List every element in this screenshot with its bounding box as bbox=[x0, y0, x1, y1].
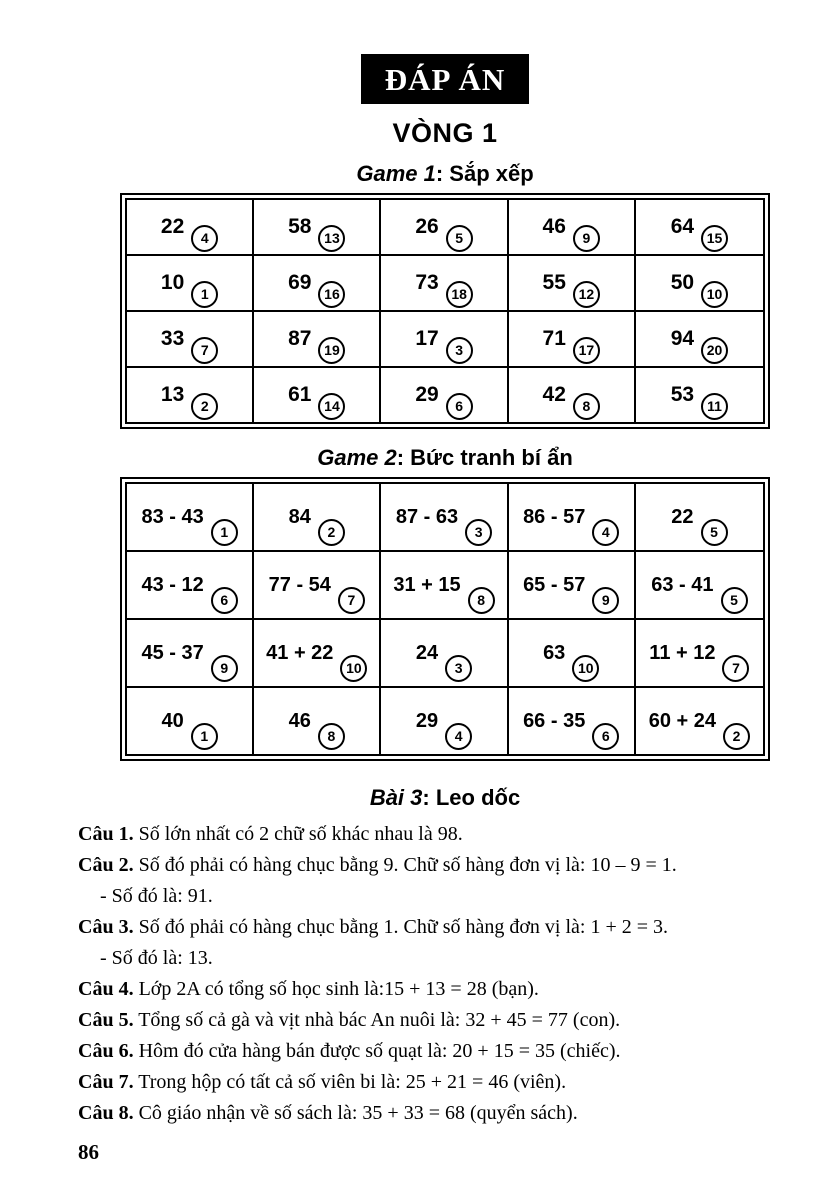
table-cell bbox=[127, 620, 254, 686]
cell-value: 50 bbox=[670, 271, 695, 294]
cell-order-circle: 9 bbox=[573, 225, 600, 252]
cell-value: 13 bbox=[160, 383, 185, 406]
table-cell bbox=[381, 200, 508, 254]
table-cell bbox=[381, 484, 508, 550]
cell-value: 41 + 22 bbox=[266, 641, 334, 664]
cell-order-circle: 4 bbox=[445, 723, 472, 750]
cell-order-circle: 5 bbox=[701, 519, 728, 546]
game1-heading-subtitle: : Sắp xếp bbox=[435, 161, 534, 186]
answer-label: Câu 4. bbox=[78, 978, 134, 1000]
table-cell bbox=[381, 552, 508, 618]
cell-order-circle: 17 bbox=[573, 337, 600, 364]
cell-order-circle: 15 bbox=[701, 225, 728, 252]
answer-text: Tổng số cả gà và vịt nhà bác An nuôi là: 32 + 45 = 77 (con). bbox=[138, 1009, 621, 1031]
cell-order-circle: 9 bbox=[211, 655, 238, 682]
table-cell bbox=[381, 620, 508, 686]
table-cell bbox=[381, 312, 508, 366]
answer-line bbox=[78, 1098, 774, 1129]
table-cell bbox=[509, 200, 636, 254]
cell-value: 84 bbox=[288, 505, 311, 528]
table-cell bbox=[127, 368, 254, 422]
table-cell bbox=[254, 688, 381, 754]
cell-value: 40 bbox=[161, 709, 184, 732]
cell-value: 55 bbox=[542, 271, 566, 294]
cell-order-circle: 7 bbox=[191, 337, 218, 364]
cell-value: 73 bbox=[415, 271, 439, 294]
cell-order-circle: 8 bbox=[573, 393, 600, 420]
table-cell bbox=[254, 256, 381, 310]
table-row bbox=[127, 366, 763, 422]
cell-value: 11 + 12 bbox=[649, 641, 716, 664]
cell-value: 24 bbox=[415, 641, 439, 664]
cell-value: 46 bbox=[288, 709, 311, 732]
cell-order-circle: 20 bbox=[701, 337, 728, 364]
cell-value: 87 bbox=[288, 327, 312, 350]
cell-value: 29 bbox=[415, 709, 439, 732]
table-cell bbox=[636, 368, 763, 422]
cell-order-circle: 1 bbox=[191, 281, 218, 308]
cell-value: 33 bbox=[160, 327, 185, 350]
bai3-answers-list bbox=[78, 819, 774, 1129]
table-cell bbox=[127, 256, 254, 310]
cell-value: 64 bbox=[670, 215, 695, 238]
cell-order-circle: 18 bbox=[446, 281, 473, 308]
bai3-heading-subtitle: : Leo dốc bbox=[422, 785, 521, 810]
cell-order-circle: 2 bbox=[723, 723, 750, 750]
cell-order-circle: 2 bbox=[318, 519, 345, 546]
table-row bbox=[127, 618, 763, 686]
table-cell bbox=[509, 552, 636, 618]
answer-label: Câu 8. bbox=[78, 1102, 134, 1124]
answer-text: Số đó phải có hàng chục bằng 9. Chữ số hàng đơn vị là: 10 – 9 = 1. bbox=[138, 854, 677, 876]
page-title: ĐÁP ÁN bbox=[361, 54, 530, 104]
answer-line bbox=[78, 1036, 774, 1067]
answer-line bbox=[78, 974, 774, 1005]
cell-value: 61 bbox=[288, 383, 312, 406]
cell-value: 43 - 12 bbox=[141, 573, 204, 596]
table-row bbox=[127, 484, 763, 550]
table-cell bbox=[636, 312, 763, 366]
cell-order-circle: 13 bbox=[318, 225, 345, 252]
table-cell bbox=[509, 688, 636, 754]
cell-value: 42 bbox=[542, 383, 566, 406]
bai3-heading bbox=[120, 785, 770, 811]
table-cell bbox=[127, 688, 254, 754]
table-cell bbox=[509, 620, 636, 686]
answer-line bbox=[78, 943, 774, 974]
game2-answer-table bbox=[120, 477, 770, 761]
game2-answer-grid bbox=[125, 482, 765, 756]
answer-label: Câu 7. bbox=[78, 1071, 134, 1093]
cell-order-circle: 6 bbox=[446, 393, 473, 420]
cell-value: 31 + 15 bbox=[393, 573, 461, 596]
page-number: 86 bbox=[78, 1140, 99, 1164]
cell-order-circle: 6 bbox=[592, 723, 619, 750]
table-cell bbox=[381, 256, 508, 310]
round-heading: VÒNG 1 bbox=[392, 118, 498, 148]
table-cell bbox=[381, 368, 508, 422]
cell-value: 63 bbox=[543, 641, 566, 664]
cell-order-circle: 10 bbox=[572, 655, 599, 682]
answer-text: Cô giáo nhận về số sách là: 35 + 33 = 68 (quyển sách). bbox=[138, 1102, 578, 1124]
answer-text: - Số đó là: 13. bbox=[100, 947, 213, 969]
cell-order-circle: 19 bbox=[318, 337, 345, 364]
table-cell bbox=[254, 312, 381, 366]
cell-order-circle: 9 bbox=[592, 587, 619, 614]
cell-value: 94 bbox=[670, 327, 695, 350]
cell-order-circle: 11 bbox=[701, 393, 728, 420]
answer-text: Hôm đó cửa hàng bán được số quạt là: 20 + 15 = 35 (chiếc). bbox=[138, 1040, 621, 1062]
game2-heading-name: Game 2 bbox=[317, 445, 397, 470]
table-cell bbox=[636, 552, 763, 618]
table-cell bbox=[636, 200, 763, 254]
answer-line bbox=[78, 819, 774, 850]
table-cell bbox=[509, 368, 636, 422]
cell-order-circle: 12 bbox=[573, 281, 600, 308]
table-cell bbox=[127, 200, 254, 254]
cell-order-circle: 1 bbox=[211, 519, 238, 546]
table-cell bbox=[254, 484, 381, 550]
table-cell bbox=[509, 256, 636, 310]
table-cell bbox=[636, 484, 763, 550]
answer-label: Câu 1. bbox=[78, 823, 134, 845]
cell-value: 45 - 37 bbox=[141, 641, 204, 664]
game1-answer-table bbox=[120, 193, 770, 429]
cell-order-circle: 7 bbox=[338, 587, 365, 614]
cell-value: 83 - 43 bbox=[141, 505, 204, 528]
answer-text: Lớp 2A có tổng số học sinh là:15 + 13 = 28 (bạn). bbox=[138, 978, 539, 1000]
cell-order-circle: 14 bbox=[318, 393, 345, 420]
answer-label: Câu 3. bbox=[78, 916, 134, 938]
cell-value: 26 bbox=[415, 215, 439, 238]
game2-heading-subtitle: : Bức tranh bí ẩn bbox=[396, 445, 573, 470]
table-cell bbox=[509, 484, 636, 550]
cell-value: 69 bbox=[288, 271, 312, 294]
cell-order-circle: 3 bbox=[446, 337, 473, 364]
table-cell bbox=[127, 312, 254, 366]
cell-order-circle: 3 bbox=[465, 519, 492, 546]
table-cell bbox=[127, 484, 254, 550]
cell-order-circle: 10 bbox=[701, 281, 728, 308]
bai3-heading-name: Bài 3 bbox=[369, 785, 423, 810]
game2-heading bbox=[120, 445, 770, 471]
cell-order-circle: 3 bbox=[445, 655, 472, 682]
cell-value: 29 bbox=[415, 383, 439, 406]
cell-order-circle: 8 bbox=[468, 587, 495, 614]
cell-order-circle: 4 bbox=[191, 225, 218, 252]
answer-line bbox=[78, 1005, 774, 1036]
table-cell bbox=[254, 368, 381, 422]
cell-order-circle: 6 bbox=[211, 587, 238, 614]
cell-value: 77 - 54 bbox=[268, 573, 331, 596]
cell-order-circle: 1 bbox=[191, 723, 218, 750]
table-cell bbox=[254, 200, 381, 254]
table-cell bbox=[636, 256, 763, 310]
cell-value: 22 bbox=[671, 505, 694, 528]
table-cell bbox=[636, 620, 763, 686]
table-cell bbox=[127, 552, 254, 618]
answer-line bbox=[78, 881, 774, 912]
cell-order-circle: 4 bbox=[592, 519, 619, 546]
answer-label: Câu 5. bbox=[78, 1009, 134, 1031]
cell-value: 86 - 57 bbox=[523, 505, 586, 528]
cell-value: 17 bbox=[415, 327, 439, 350]
table-row bbox=[127, 200, 763, 254]
page-main-column bbox=[120, 0, 770, 811]
table-cell bbox=[381, 688, 508, 754]
game1-answer-grid bbox=[125, 198, 765, 424]
answer-text: Trong hộp có tất cả số viên bi là: 25 + 21 = 46 (viên). bbox=[138, 1071, 567, 1093]
cell-value: 65 - 57 bbox=[523, 573, 586, 596]
table-row bbox=[127, 550, 763, 618]
cell-value: 66 - 35 bbox=[523, 709, 586, 732]
cell-value: 10 bbox=[160, 271, 185, 294]
answer-label: Câu 2. bbox=[78, 854, 134, 876]
cell-value: 60 + 24 bbox=[648, 709, 717, 732]
answer-label: Câu 6. bbox=[78, 1040, 134, 1062]
cell-value: 87 - 63 bbox=[395, 505, 459, 528]
answer-text: Số lớn nhất có 2 chữ số khác nhau là 98. bbox=[138, 823, 463, 845]
answer-line bbox=[78, 912, 774, 943]
cell-order-circle: 10 bbox=[340, 655, 367, 682]
cell-value: 58 bbox=[288, 215, 312, 238]
game1-heading-name: Game 1 bbox=[356, 161, 436, 186]
answer-text: - Số đó là: 91. bbox=[100, 885, 213, 907]
cell-value: 53 bbox=[670, 383, 695, 406]
cell-order-circle: 7 bbox=[722, 655, 749, 682]
table-cell bbox=[254, 552, 381, 618]
cell-order-circle: 5 bbox=[721, 587, 748, 614]
answer-text: Số đó phải có hàng chục bằng 1. Chữ số hàng đơn vị là: 1 + 2 = 3. bbox=[138, 916, 669, 938]
table-row bbox=[127, 310, 763, 366]
cell-order-circle: 8 bbox=[318, 723, 345, 750]
table-cell bbox=[636, 688, 763, 754]
table-row bbox=[127, 686, 763, 754]
cell-value: 63 - 41 bbox=[651, 573, 714, 596]
game1-heading bbox=[120, 161, 770, 187]
cell-order-circle: 5 bbox=[446, 225, 473, 252]
answer-line bbox=[78, 850, 774, 881]
answer-line bbox=[78, 1067, 774, 1098]
cell-value: 71 bbox=[542, 327, 566, 350]
cell-order-circle: 16 bbox=[318, 281, 345, 308]
cell-value: 22 bbox=[160, 215, 185, 238]
cell-value: 46 bbox=[542, 215, 566, 238]
cell-order-circle: 2 bbox=[191, 393, 218, 420]
table-cell bbox=[254, 620, 381, 686]
table-cell bbox=[509, 312, 636, 366]
table-row bbox=[127, 254, 763, 310]
